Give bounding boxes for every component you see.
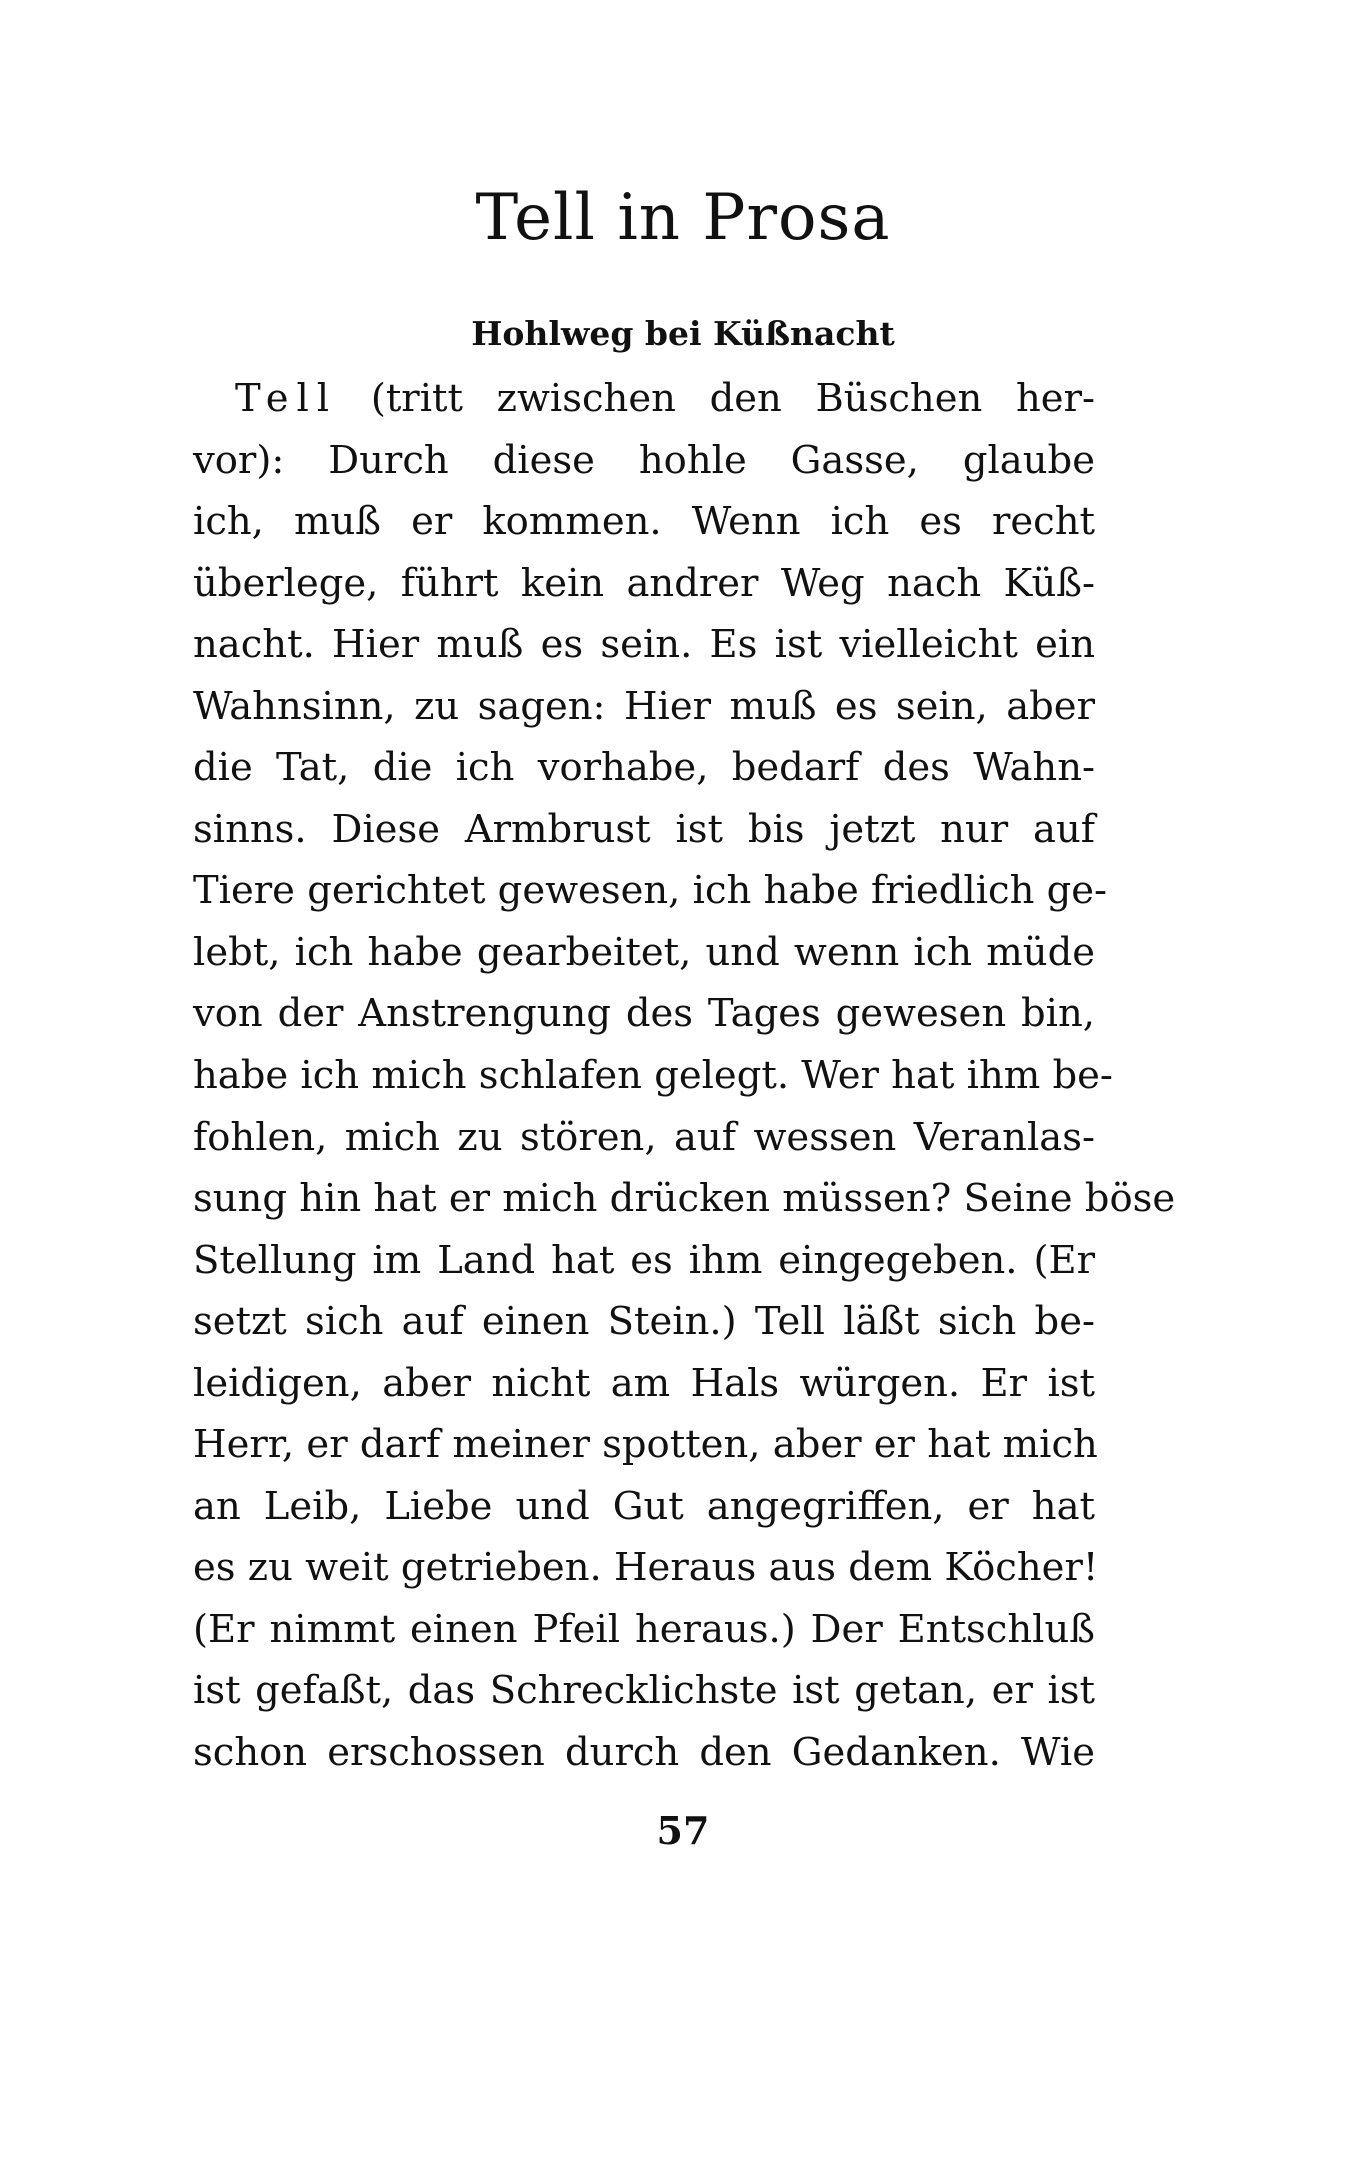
text-line: ich, muß er kommen. Wenn ich es recht (193, 499, 1095, 545)
text-line: die Tat, die ich vorhabe, bedarf des Wahn- (193, 745, 1095, 791)
text-line: (Er nimmt einen Pfeil heraus.) Der Entschluß (193, 1606, 1095, 1652)
text-line: habe ich mich schlafen gelegt. Wer hat ihm be- (193, 1053, 1113, 1099)
text-line: schon erschossen durch den Gedanken. Wie (193, 1730, 1095, 1776)
text-line-content: (tritt zwischen den Büschen her- (370, 376, 1095, 421)
text-line: Tiere gerichtet gewesen, ich habe friedlich ge- (193, 868, 1108, 914)
text-line: Stellung im Land hat es ihm eingegeben. (Er (193, 1237, 1095, 1283)
body-text (193, 368, 1176, 1784)
text-line: Wahnsinn, zu sagen: Hier muß es sein, aber (193, 683, 1095, 729)
text-line: überlege, führt kein andrer Weg nach Küß- (193, 560, 1095, 606)
text-line: Herr, er darf meiner spotten, aber er hat mich (193, 1422, 1098, 1468)
text-line: leidigen, aber nicht am Hals würgen. Er ist (193, 1360, 1095, 1406)
text-line: sung hin hat er mich drücken müssen? Seine böse (193, 1176, 1176, 1222)
text-line: sinns. Diese Armbrust ist bis jetzt nur auf (193, 806, 1095, 852)
text-line: fohlen, mich zu stören, auf wessen Veranlas- (193, 1114, 1095, 1160)
text-line (193, 368, 1095, 430)
text-line: setzt sich auf einen Stein.) Tell läßt sich be- (193, 1299, 1095, 1345)
page-title: Tell in Prosa (475, 181, 891, 255)
text-line: es zu weit getrieben. Heraus aus dem Köcher! (193, 1545, 1099, 1591)
text-line: von der Anstrengung des Tages gewesen bin, (193, 991, 1095, 1037)
text-line: vor): Durch diese hohle Gasse, glaube (193, 437, 1095, 483)
text-line: ist gefaßt, das Schrecklichste ist getan, er ist (193, 1668, 1095, 1714)
text-line: an Leib, Liebe und Gut angegriffen, er hat (193, 1483, 1095, 1529)
scene-heading: Hohlweg bei Küßnacht (471, 314, 895, 353)
speaker-name: Tell (235, 376, 338, 421)
text-line: lebt, ich habe gearbeitet, und wenn ich müde (193, 929, 1095, 975)
page-number: 57 (656, 1808, 710, 1853)
text-line: nacht. Hier muß es sein. Es ist vielleicht ein (193, 622, 1095, 668)
